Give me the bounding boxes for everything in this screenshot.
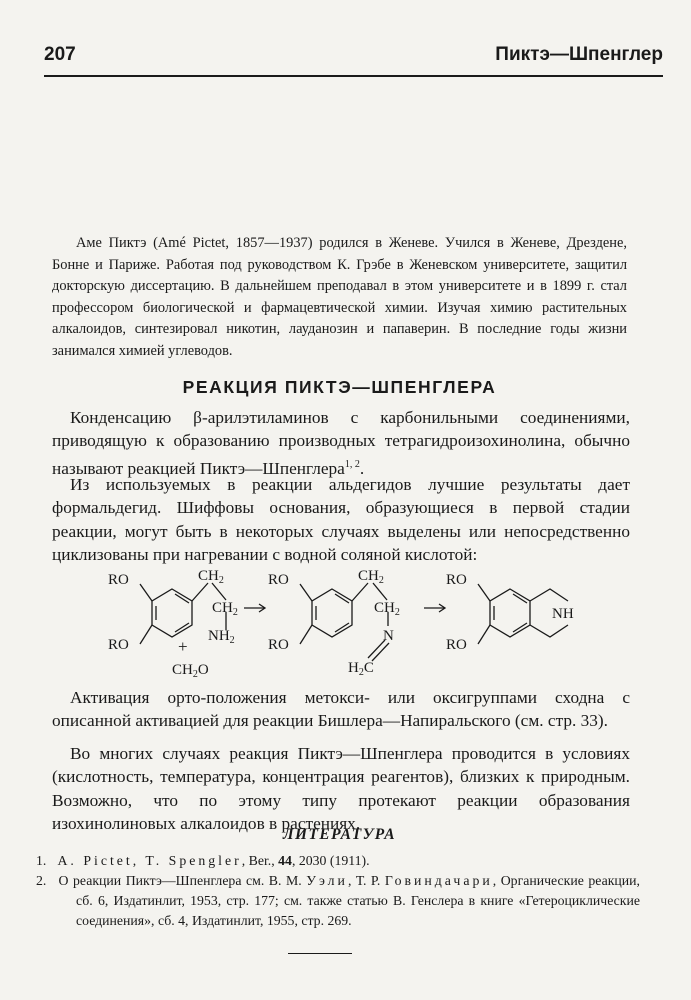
intro-text: Конденсацию β-арилэтиламинов с карбонильными соединениями, приводящую к образованию производных тетрагидроизохинолина, обычно называют реакцией Пиктэ—Шпенглера xyxy=(52,408,630,478)
svg-text:CH2: $CH_2$ xyxy=(374,600,400,618)
formaldehyde-paragraph: Из используемых в реакции альдегидов лучшие результаты дает формальдегид. Шиффовы основания, образующиеся в первой стадии реакции, могут быть в некоторых случаях выделены или непосредственно циклизованы при нагревании с водной соляной кислотой: xyxy=(52,475,630,565)
page-header xyxy=(44,44,663,70)
svg-text:NH2: $NH_2$ xyxy=(208,628,235,646)
svg-text:CH2O: $CH_2O$ xyxy=(172,662,209,680)
svg-text:RO: RO xyxy=(446,572,467,588)
section-title: РЕАКЦИЯ ПИКТЭ—ШПЕНГЛЕРА xyxy=(182,377,497,397)
conditions-paragraph: Во многих случаях реакция Пиктэ—Шпенглера проводится в условиях (кислотность, температура, концентрация реагентов), близких к природным. Возможно, что по этому типу протекают реакции образования изохинолиновых алкалоидов в растениях. xyxy=(52,744,630,834)
benzene-ring-2 xyxy=(312,589,352,637)
reference-item: 2. О реакции Пиктэ—Шпенглера см. В. М. Уэли, Т. Р. Говиндачари, Органические реакции, сб. 6, Издатинлит, 1953, стр. 177; см. также статью В. Генслера в книге «Гетероциклические соединения», сб. 4, Издатинлит, 1955, стр. 269. xyxy=(36,873,640,928)
svg-text:NH: NH xyxy=(552,606,574,622)
svg-text:RO: RO xyxy=(268,637,289,653)
svg-text:RO: RO xyxy=(108,637,129,653)
benzene-ring-1 xyxy=(152,589,192,637)
svg-text:RO: RO xyxy=(446,637,467,653)
svg-text:CH2: $CH_2$ xyxy=(358,568,384,586)
svg-text:RO: RO xyxy=(108,572,129,588)
svg-text:CH2: $CH_2$ xyxy=(198,568,224,586)
reference-list xyxy=(36,851,640,931)
literature-title: ЛИТЕРАТУРА xyxy=(282,826,397,843)
header-rule xyxy=(44,75,663,77)
svg-text:RO: RO xyxy=(268,572,289,588)
svg-text:H2C: $H_2C$ xyxy=(348,660,374,678)
biography-paragraph: Аме Пиктэ (Amé Pictet, 1857—1937) родился в Женеве. Учился в Женеве, Дрездене, Бонне и Париже. Работая под руководством К. Грэбе в Женевском университете, защитил докторскую диссертацию. В дальнейшем преподавал в этом университете и в 1899 г. стал профессором биологической и фармацевтической химии. Изучая химию растительных алкалоидов, синтезировал никотин, лауданозин и папаверин. В последние годы жизни занимался химией углеводов. xyxy=(52,235,627,359)
reference-item: 1. A. Pictet, T. Spengler, Ber., 44, 2030 (1911). xyxy=(36,853,370,868)
svg-text:N: N xyxy=(383,628,394,644)
svg-text:+: + xyxy=(178,637,188,656)
activation-paragraph: Активация орто-положения метокси- или оксигруппами сходна с описанной активацией для реакции Бишлера—Напиральского (см. стр. 33). xyxy=(52,688,630,731)
svg-text:CH2: $CH_2$ xyxy=(212,600,238,618)
reaction-scheme xyxy=(100,556,600,682)
page-number: 207 xyxy=(44,44,76,65)
intro-paragraph: Конденсацию β-арилэтиламинов с карбонильными соединениями, приводящую к образованию производных тетрагидроизохинолина, обычно называют реакцией Пиктэ—Шпенглера$^{1, 2}$. xyxy=(52,408,630,478)
end-rule xyxy=(288,953,352,954)
benzene-ring-3 xyxy=(490,589,530,637)
running-title: Пиктэ—Шпенглер xyxy=(495,44,663,65)
scheme-labels xyxy=(108,568,574,680)
intro-refs: 1, 2 xyxy=(344,458,360,470)
